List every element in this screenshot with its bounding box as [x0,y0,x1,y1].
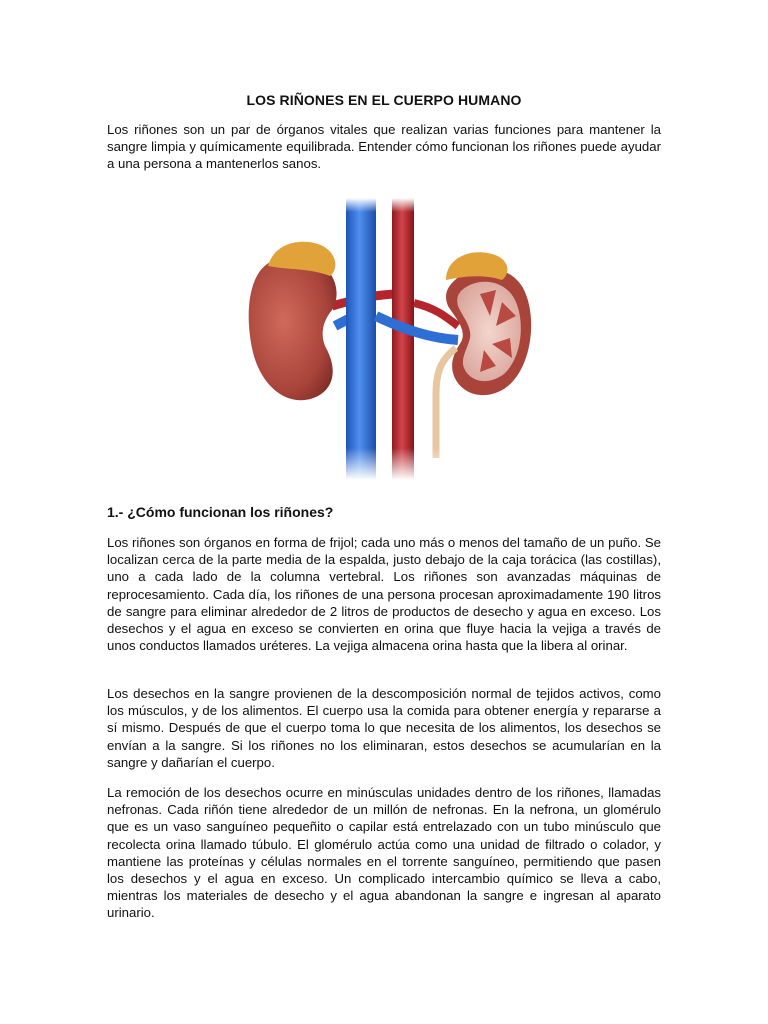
fade-top [240,198,540,212]
vena-cava [346,198,376,480]
section-heading: 1.- ¿Cómo funcionan los riñones? [107,504,334,520]
body-paragraph: La remoción de los desechos ocurre en minúsculas unidades dentro de los riñones, llamadas nefronas. Cada riñón tiene alrededor de un millón de nefronas. En la nefrona, un glomérulo que es un vaso sanguíneo pequeñito o capilar está entrelazado con un tubo minúsculo que recolecta orina llamado túbulo. El glomérulo actúa como una unidad de filtrado o colador, y mantiene las proteínas y células normales en el torrente sanguíneo, permitiendo que pasen los desechos y el agua en exceso. Un complicado intercambio químico se lleva a cabo, mientras los materiales de desecho y el agua abandonan la sangre e ingresan al aparato urinario. [107,785,661,921]
intro-paragraph: Los riñones son un par de órganos vitales que realizan varias funciones para mantener la sangre limpia y químicamente equilibrada. Entender cómo funcionan los riñones puede ayudar a una persona a mantenerlos sanos. [107,122,661,172]
right-adrenal-gland [446,252,507,280]
aorta [392,198,414,480]
fade-bottom [240,448,540,480]
body-paragraph: Los riñones son órganos en forma de frijol; cada uno más o menos del tamaño de un puño. Se localizan cerca de la parte media de la espalda, justo debajo de la caja torácica (las costillas), uno a cada lado de la columna vertebral. Los riñones son avanzadas máquinas de reprocesamiento. Cada día, los riñones de una persona procesan aproximadamente 190 litros de sangre para eliminar alrededor de 2 litros de productos de desecho y agua en exceso. Los desechos y el agua en exceso se convierten en orina que fluye hacia la vejiga a través de unos conductos llamados uréteres. La vejiga almacena orina hasta que la libera al orinar. [107,535,661,654]
left-kidney [249,256,337,400]
body-paragraph: Los desechos en la sangre provienen de la descomposición normal de tejidos activos, como los músculos, y de los alimentos. El cuerpo usa la comida para obtener energía y repararse a sí mismo. Después de que el cuerpo toma lo que necesita de los alimentos, los desechos se envían a la sangre. Si los riñones no los eliminaran, estos desechos se acumularían en la sangre y dañarían el cuerpo. [107,686,661,770]
document-title: LOS RIÑONES EN EL CUERPO HUMANO [246,92,522,108]
kidney-illustration [240,198,540,480]
